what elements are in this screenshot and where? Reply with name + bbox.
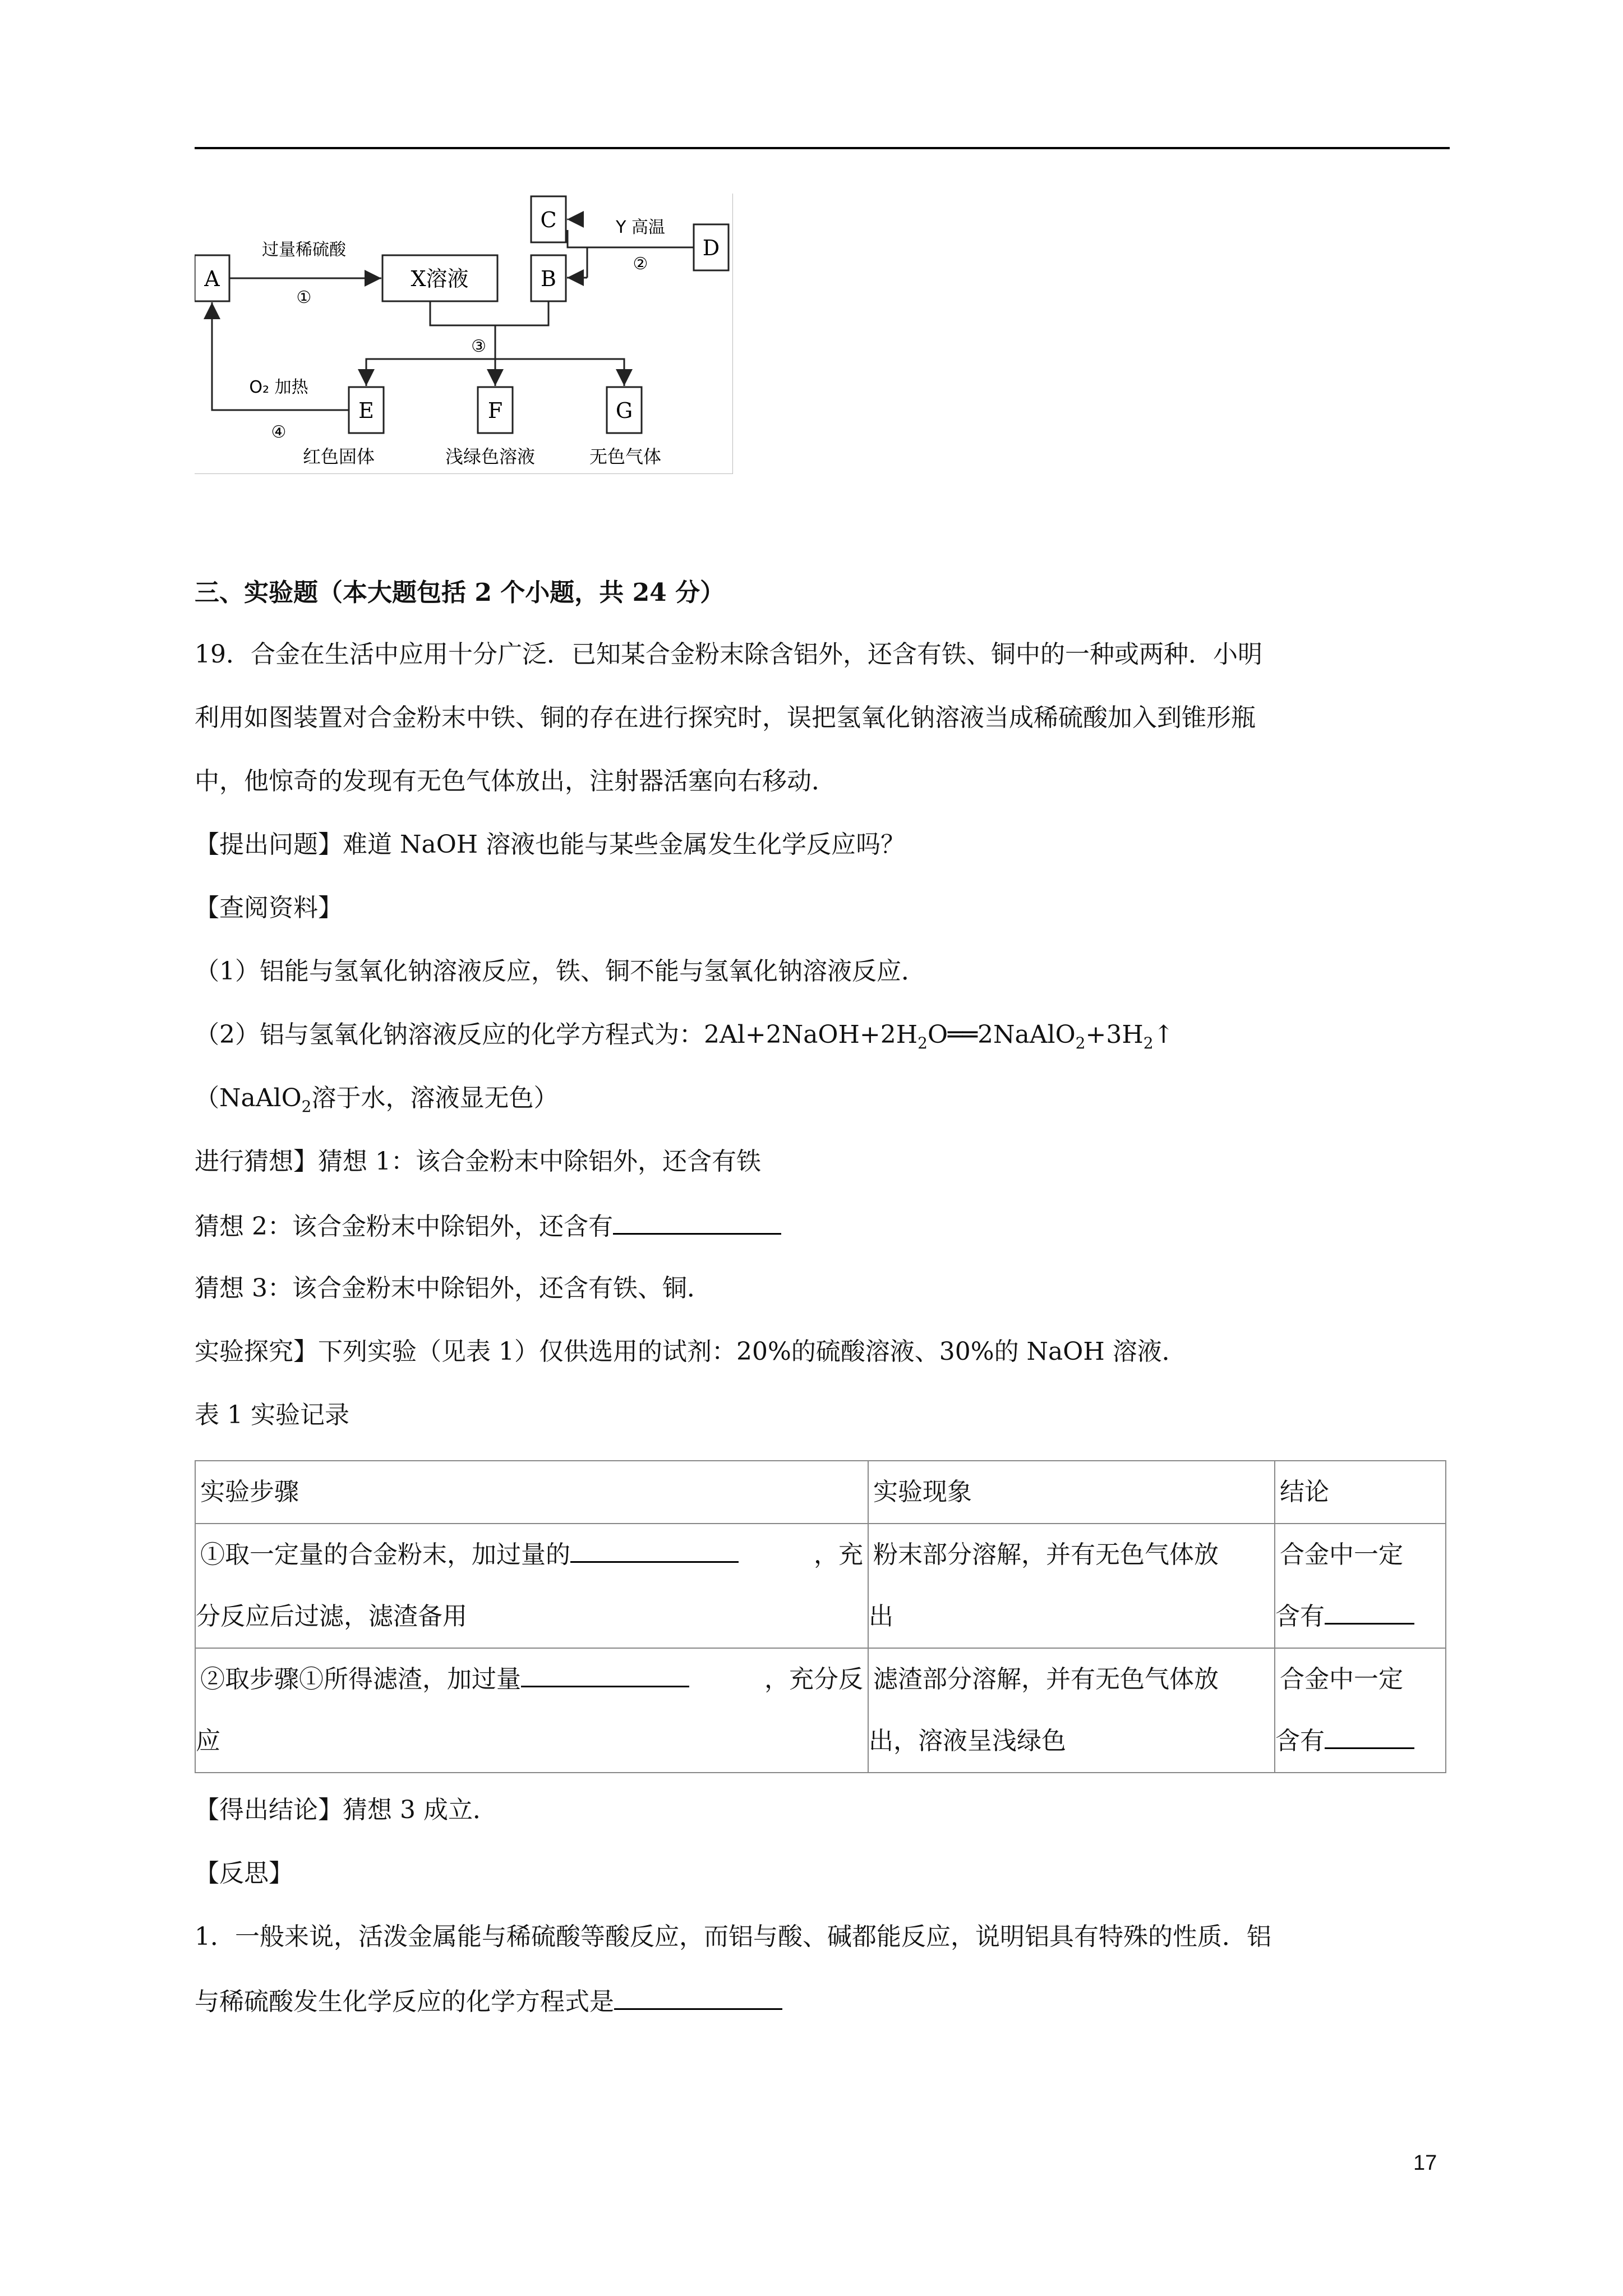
row2-obs-b: 出，溶液呈浅绿色 [869,1727,1066,1755]
row1-step-a: ①取一定量的合金粉末，加过量的 [200,1540,570,1569]
row2-reagent-blank[interactable] [521,1661,689,1687]
explore-line: 实验探究】下列实验（见表 1）仅供选用的试剂：20%的硫酸溶液、30%的 NaOH 溶液． [195,1337,1187,1366]
row1-obs-a: 粉末部分溶解，并有无色气体放 [873,1540,1219,1569]
reaction-flow-diagram [195,194,733,474]
ref2-sub-a: 2 [917,1033,928,1052]
node-e-label: E [358,398,374,423]
reference-2 [195,1018,1174,1060]
reflection-1-text: 与稀硫酸发生化学反应的化学方程式是 [195,1987,614,2016]
label-step-4: ④ [271,422,287,442]
guess-3: 猜想 3：该合金粉末中除铝外，还含有铁、铜． [195,1274,712,1303]
table-row [195,1524,1446,1648]
row1-observation [868,1524,1275,1648]
header-steps: 实验步骤 [195,1461,868,1524]
row1-step-b: ，充 [814,1540,863,1569]
node-x-label: X溶液 [411,266,469,291]
section-title: 三、实验题（本大题包括 2 个小题，共 24 分） [195,578,725,607]
ref2-sub-b: 2 [1075,1033,1086,1052]
label-excess-acid: 过量稀硫酸 [262,240,346,260]
conclusion-line: 【得出结论】猜想 3 成立． [195,1796,497,1824]
label-step-3: ③ [471,337,486,356]
row2-step-a: ②取步骤①所得滤渣，加过量 [200,1665,521,1694]
row1-con-a: 合金中一定 [1280,1540,1403,1569]
row1-step [195,1524,868,1648]
node-b-label: B [541,266,556,291]
ref2-prefix: （2）铝与氢氧化钠溶液反应的化学方程式为：2Al+2NaOH+2H [195,1020,918,1049]
node-c-label: C [540,208,557,232]
row1-conclusion [1275,1524,1446,1648]
q19-line-3: 中，他惊奇的发现有无色气体放出，注射器活塞向右移动． [195,767,836,795]
label-o2-heat: O₂ 加热 [249,378,308,397]
reflection-title: 【反思】 [195,1859,293,1888]
node-a-label: A [204,266,220,291]
header-observations: 实验现象 [868,1461,1275,1524]
row2-step-b: ，充分反 [764,1665,863,1694]
node-d-label: D [702,236,720,260]
guess-1: 进行猜想】猜想 1：该合金粉末中除铝外，还含有铁 [195,1147,761,1176]
row2-conclusion [1275,1648,1446,1773]
guess-2 [195,1208,781,1244]
reference-3 [195,1082,558,1124]
g-description: 无色气体 [589,446,662,467]
row2-obs-a: 滤渣部分溶解，并有无色气体放 [873,1665,1219,1694]
row2-con-a: 合金中一定 [1280,1665,1403,1694]
header-conclusion: 结论 [1275,1461,1446,1524]
row2-step-c: 应 [196,1727,220,1755]
page-number: 17 [1413,2151,1437,2175]
row1-reagent-blank[interactable] [570,1536,739,1563]
header-rule [195,147,1450,149]
reflection-1-line-2 [195,1984,782,2019]
label-step-2: ② [633,254,648,274]
ref2-mid1: O══2NaAlO [927,1020,1076,1049]
ref2-mid2: +3H [1085,1020,1144,1049]
guess-2-text: 猜想 2：该合金粉末中除铝外，还含有 [195,1212,613,1241]
q19-line-1: 19．合金在生活中应用十分广泛．已知某合金粉末除含铝外，还含有铁、铜中的一种或两种．小明 [195,640,1262,669]
row1-con-b: 含有 [1275,1602,1325,1631]
ref3-suffix: 溶于水，溶液显无色） [311,1084,559,1112]
question-line: 【提出问题】难道 NaOH 溶液也能与某些金属发生化学反应吗？ [195,830,906,859]
row2-conclusion-blank[interactable] [1325,1723,1414,1749]
reference-title: 【查阅资料】 [195,894,343,922]
row2-step [195,1648,868,1773]
table-caption: 表 1 实验记录 [195,1401,349,1429]
equation-blank[interactable] [614,1984,782,2010]
node-g-label: G [615,398,633,423]
guess-2-blank[interactable] [613,1208,781,1235]
row2-observation [868,1648,1275,1773]
ref2-sub-c: 2 [1143,1033,1154,1052]
reference-1: （1）铝能与氢氧化钠溶液反应，铁、铜不能与氢氧化钠溶液反应． [195,957,926,986]
reflection-1-line-1: 1．一般来说，活泼金属能与稀硫酸等酸反应，而铝与酸、碱都能反应，说明铝具有特殊的性质．铝 [195,1922,1271,1951]
e-description: 红色固体 [302,446,375,467]
ref3-prefix: （NaAlO [195,1084,302,1112]
label-step-1: ① [296,288,312,307]
node-f-label: F [487,398,503,423]
row1-step-c: 分反应后过滤，滤渣备用 [196,1602,467,1631]
experiment-record-table [195,1460,1446,1773]
ref2-suffix: ↑ [1153,1020,1174,1049]
row2-con-b: 含有 [1275,1727,1325,1755]
row1-obs-b: 出 [869,1602,893,1631]
table-header-row [195,1461,1446,1524]
q19-line-2: 利用如图装置对合金粉末中铁、铜的存在进行探究时，误把氢氧化钠溶液当成稀硫酸加入到锥形瓶 [195,703,1256,732]
ref3-sub: 2 [301,1097,312,1116]
label-y-high-temp: Y 高温 [616,218,665,237]
table-row [195,1648,1446,1773]
row1-conclusion-blank[interactable] [1325,1598,1414,1625]
f-description: 浅绿色溶液 [445,446,536,467]
